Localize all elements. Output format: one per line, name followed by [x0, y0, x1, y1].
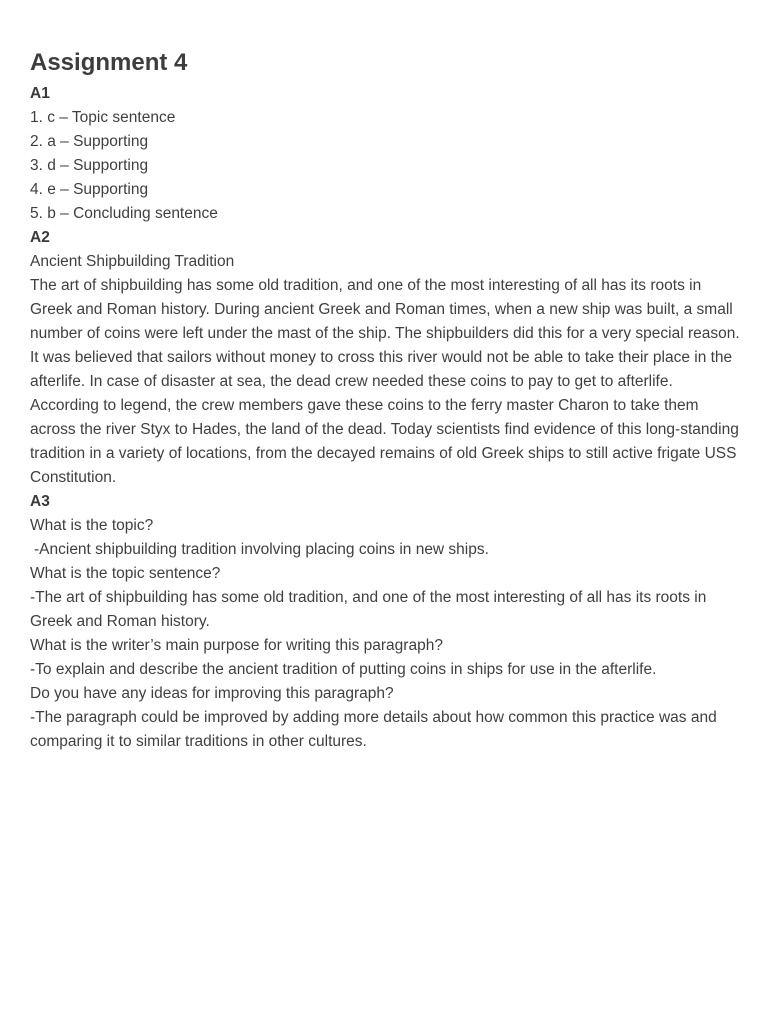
a1-item-5: 5. b – Concluding sentence — [30, 205, 218, 222]
a3-question-2: What is the topic sentence? — [30, 565, 221, 582]
a1-item-3: 3. d – Supporting — [30, 157, 149, 174]
section-a3-label: A3 — [30, 493, 50, 510]
a3-answer-1: -Ancient shipbuilding tradition involving placing coins in new ships. — [34, 541, 489, 558]
a3-question-1: What is the topic? — [30, 517, 154, 534]
a3-answer-2: -The art of shipbuilding has some old tradition, and one of the most interesting of all has its roots in Greek and Roman history. — [30, 589, 707, 630]
document-title: Assignment 4 — [30, 49, 188, 76]
a1-item-2: 2. a – Supporting — [30, 133, 149, 150]
a3-question-3: What is the writer’s main purpose for writing this paragraph? — [30, 637, 443, 654]
section-a1-label: A1 — [30, 85, 50, 102]
a1-item-1: 1. c – Topic sentence — [30, 109, 176, 126]
a3-answer-3: -To explain and describe the ancient tradition of putting coins in ships for use in the afterlife. — [30, 661, 657, 678]
a3-answer-4: -The paragraph could be improved by adding more details about how common this practice was and comparing it to similar traditions in other cultures. — [30, 709, 717, 750]
a3-question-4: Do you have any ideas for improving this paragraph? — [30, 685, 394, 702]
a2-paragraph: The art of shipbuilding has some old tradition, and one of the most interesting of all has its roots in Greek and Roman history. During ancient Greek and Roman times, when a new ship was built, a small number of coins were left under the mast of the ship. The shipbuilders did this for a very special reason. It was believed that sailors without money to cross this river would not be able to take their place in the afterlife. In case of disaster at sea, the dead crew needed these coins to pay to get to afterlife. According to legend, the crew members gave these coins to the ferry master Charon to take them across the river Styx to Hades, the land of the dead. Today scientists find evidence of this long-standing tradition in a variety of locations, from the decayed remains of old Greek ships to still active frigate USS Constitution. — [30, 277, 740, 486]
a1-item-4: 4. e – Supporting — [30, 181, 149, 198]
section-a2-label: A2 — [30, 229, 50, 246]
a2-heading: Ancient Shipbuilding Tradition — [30, 253, 235, 270]
